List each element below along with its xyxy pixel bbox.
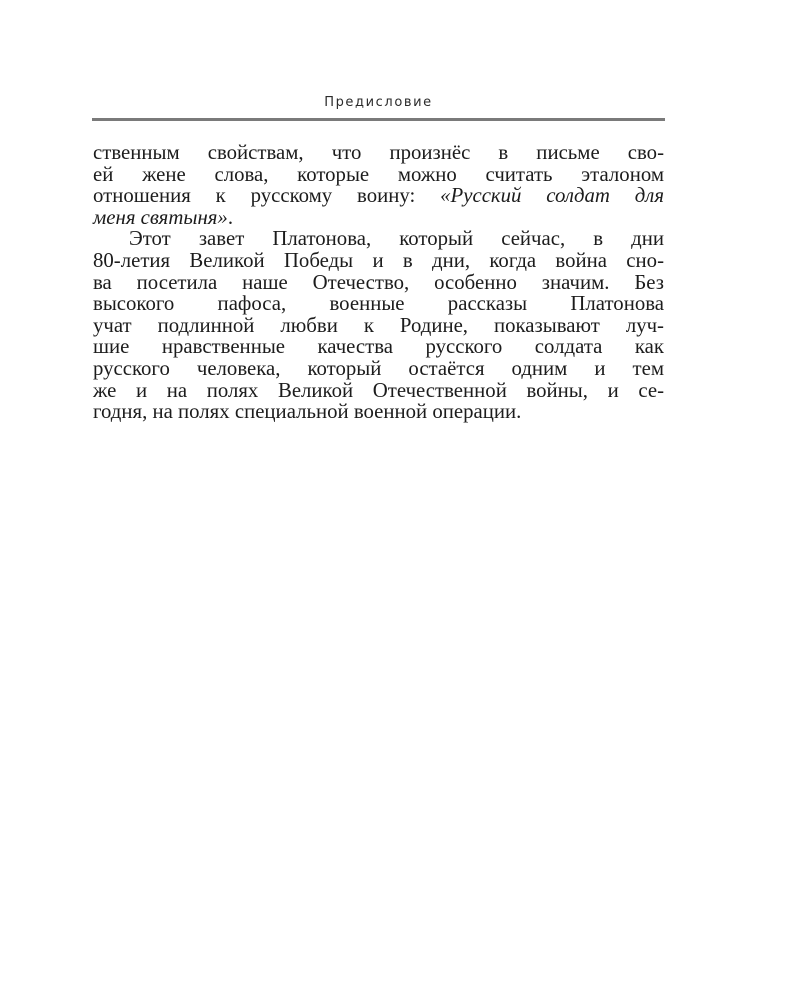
- paragraph-1-line-2: ей жене слова, которые можно считать эталоном: [93, 162, 664, 186]
- paragraph-1-line-3-text: отношения к русскому воину:: [93, 184, 441, 208]
- quote-part-2: меня святыня»: [93, 205, 228, 229]
- quote-part-1: «Русский солдат для: [440, 184, 664, 208]
- header-rule: [92, 118, 665, 121]
- paragraph-1-line-4: [93, 207, 664, 229]
- paragraph-2-line-2: 80-летия Великой Победы и в дни, когда война сно-: [93, 248, 664, 272]
- paragraph-2-line-5: учат подлинной любви к Родине, показывают луч-: [93, 313, 664, 337]
- body-text: [93, 142, 664, 423]
- paragraph-1-line-3: [93, 185, 664, 207]
- paragraph-2-line-8: же и на полях Великой Отечественной войны, и се-: [93, 378, 664, 402]
- paragraph-1-line-1: ственным свойствам, что произнёс в письме сво-: [93, 141, 664, 164]
- paragraph-2-line-6: шие нравственные качества русского солдата как: [93, 335, 664, 359]
- paragraph-2-line-4: высокого пафоса, военные рассказы Платонова: [93, 292, 664, 316]
- paragraph-2-line-7: русского человека, который остаётся одним и тем: [93, 356, 664, 380]
- running-head: Предисловие: [324, 95, 433, 110]
- paragraph-2-line-3: ва посетила наше Отечество, особенно значим. Без: [93, 270, 664, 294]
- paragraph-2-line-1: Этот завет Платонова, который сейчас, в дни: [129, 227, 664, 251]
- paragraph-1-line-4-end: .: [227, 205, 234, 229]
- paragraph-2-line-9: годня, на полях специальной военной операции.: [93, 400, 522, 424]
